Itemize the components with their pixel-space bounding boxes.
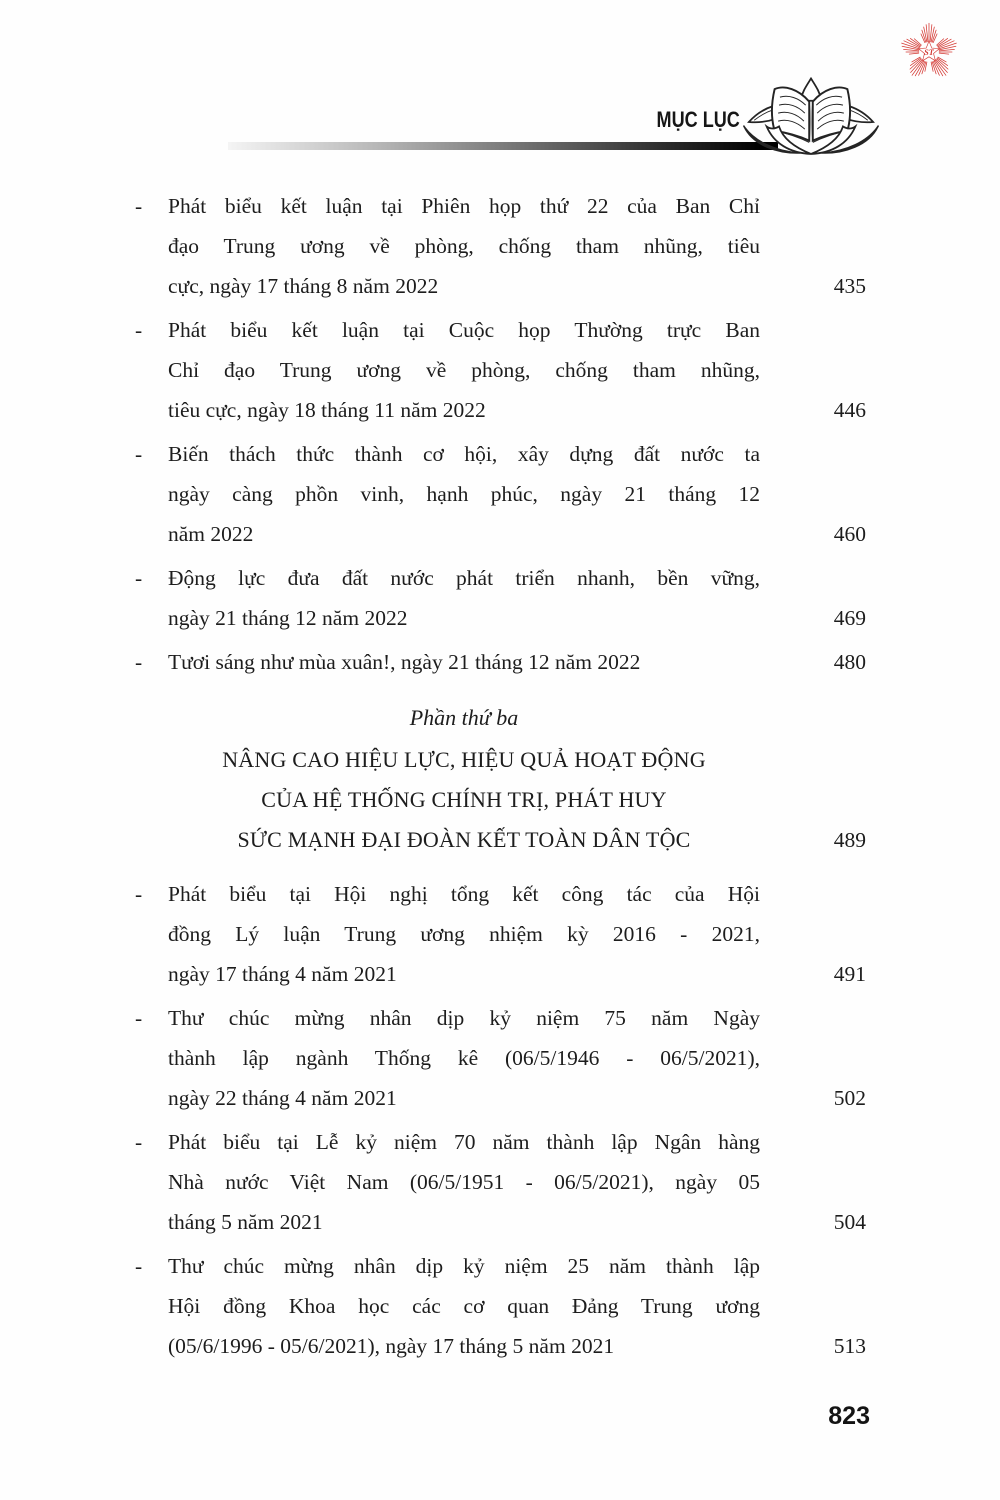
table-of-contents xyxy=(135,186,866,1370)
toc-page-ref xyxy=(760,642,866,682)
entry-line: Thư chúc mừng nhân dịp kỷ niệm 75 năm Ngày xyxy=(168,1006,760,1030)
toc-entry xyxy=(135,874,866,994)
entry-text xyxy=(168,1122,760,1242)
toc-entry xyxy=(135,998,866,1118)
toc-entry xyxy=(135,434,866,554)
toc-page-ref xyxy=(760,998,866,1118)
toc-page-number: 489 xyxy=(833,828,866,852)
folio-page-number: 823 xyxy=(828,1402,870,1430)
bullet-dash: - xyxy=(135,1254,143,1278)
entry-line: Nhà nước Việt Nam (06/5/1951 - 06/5/2021), ngày 05 xyxy=(168,1170,760,1194)
toc-page-ref xyxy=(760,434,866,554)
entry-text xyxy=(168,310,760,430)
entry-text xyxy=(168,998,760,1118)
entry-text xyxy=(168,186,760,306)
toc-page-ref xyxy=(760,1122,866,1242)
entry-line: Hội đồng Khoa học các cơ quan Đảng Trung ương xyxy=(168,1294,760,1318)
toc-entry xyxy=(135,1246,866,1366)
toc-page-ref xyxy=(760,1246,866,1366)
toc-section xyxy=(135,696,866,860)
entry-line: năm 2022 xyxy=(168,522,254,546)
publisher-st-logo-icon xyxy=(897,20,961,84)
section-title-line: SỨC MẠNH ĐẠI ĐOÀN KẾT TOÀN DÂN TỘC xyxy=(237,827,691,852)
toc-entry xyxy=(135,186,866,306)
entry-line: ngày càng phồn vinh, hạnh phúc, ngày 21 tháng 12 xyxy=(168,482,760,506)
entry-text xyxy=(168,558,760,638)
bullet-dash xyxy=(135,696,168,860)
entry-line: Phát biểu kết luận tại Cuộc họp Thường trực Ban xyxy=(168,318,760,342)
entry-line: Tươi sáng như mùa xuân!, ngày 21 tháng 12 năm 2022 xyxy=(168,650,641,674)
section-title-line: CỦA HỆ THỐNG CHÍNH TRỊ, PHÁT HUY xyxy=(261,787,667,812)
entry-line: tiêu cực, ngày 18 tháng 11 năm 2022 xyxy=(168,398,486,422)
entry-line: tháng 5 năm 2021 xyxy=(168,1210,323,1234)
section-subtitle: Phần thứ ba xyxy=(409,705,519,730)
entry-line: Chỉ đạo Trung ương về phòng, chống tham nhũng, xyxy=(168,358,760,382)
toc-page-ref xyxy=(760,874,866,994)
bullet-dash: - xyxy=(135,566,143,590)
entry-line: đồng Lý luận Trung ương nhiệm kỳ 2016 - 2021, xyxy=(168,922,760,946)
entry-text xyxy=(168,874,760,994)
lotus-book-icon xyxy=(740,76,882,168)
entry-text xyxy=(168,1246,760,1366)
st-starburst-icon xyxy=(897,20,961,84)
toc-page-number: 513 xyxy=(833,1334,866,1358)
toc-page-number: 491 xyxy=(833,962,866,986)
section-title-line: NÂNG CAO HIỆU LỰC, HIỆU QUẢ HOẠT ĐỘNG xyxy=(222,747,706,772)
bullet-dash: - xyxy=(135,1006,143,1030)
entry-line: ngày 22 tháng 4 năm 2021 xyxy=(168,1086,397,1110)
toc-page-ref xyxy=(760,310,866,430)
toc-page-ref xyxy=(760,186,866,306)
bullet-dash: - xyxy=(135,1130,143,1154)
entry-line: thành lập ngành Thống kê (06/5/1946 - 06/5/2021), xyxy=(168,1046,760,1070)
entry-line: Thư chúc mừng nhân dịp kỷ niệm 25 năm thành lập xyxy=(168,1254,760,1278)
toc-page-number: 480 xyxy=(833,650,866,674)
toc-page-number: 446 xyxy=(833,398,866,422)
bullet-dash: - xyxy=(135,194,143,218)
toc-page-ref xyxy=(760,558,866,638)
entry-line: Phát biểu tại Hội nghị tổng kết công tác của Hội xyxy=(168,882,760,906)
section-title xyxy=(168,696,760,860)
toc-page-number: 460 xyxy=(833,522,866,546)
toc-entry xyxy=(135,642,866,682)
entry-line: ngày 17 tháng 4 năm 2021 xyxy=(168,962,397,986)
entry-text xyxy=(168,434,760,554)
toc-entry xyxy=(135,558,866,638)
toc-page-ref xyxy=(760,696,866,860)
toc-entry xyxy=(135,1122,866,1242)
page-title: MỤC LỤC xyxy=(656,108,740,133)
bullet-dash: - xyxy=(135,650,143,674)
entry-line: Phát biểu kết luận tại Phiên họp thứ 22 của Ban Chỉ xyxy=(168,194,760,218)
entry-line: Phát biểu tại Lễ kỷ niệm 70 năm thành lập Ngân hàng xyxy=(168,1130,760,1154)
bullet-dash: - xyxy=(135,318,143,342)
bullet-dash: - xyxy=(135,442,143,466)
entry-line: Biến thách thức thành cơ hội, xây dựng đất nước ta xyxy=(168,442,760,466)
entry-line: Động lực đưa đất nước phát triển nhanh, bền vững, xyxy=(168,566,760,590)
toc-page-number: 502 xyxy=(833,1086,866,1110)
entry-line: (05/6/1996 - 05/6/2021), ngày 17 tháng 5 năm 2021 xyxy=(168,1334,615,1358)
toc-page-number: 469 xyxy=(833,606,866,630)
entry-text xyxy=(168,642,760,682)
toc-page-number: 504 xyxy=(833,1210,866,1234)
entry-line: cực, ngày 17 tháng 8 năm 2022 xyxy=(168,274,439,298)
entry-line: ngày 21 tháng 12 năm 2022 xyxy=(168,606,408,630)
entry-line: đạo Trung ương về phòng, chống tham nhũng, tiêu xyxy=(168,234,760,258)
header-rule xyxy=(228,142,778,150)
st-monogram: ST xyxy=(924,47,934,57)
bullet-dash: - xyxy=(135,882,143,906)
toc-entry xyxy=(135,310,866,430)
toc-page-number: 435 xyxy=(833,274,866,298)
